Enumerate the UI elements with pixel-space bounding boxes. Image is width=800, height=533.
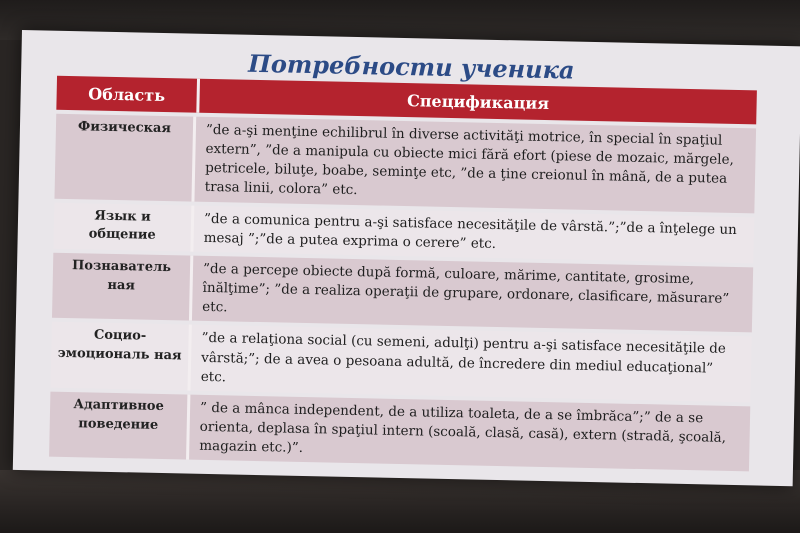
table-row [51, 322, 752, 402]
row-area: Физическая [54, 114, 196, 202]
table-row [54, 114, 756, 213]
table-row [49, 392, 750, 472]
header-area: Область [56, 76, 200, 113]
needs-table [49, 76, 757, 472]
row-area: Познаватель ная [52, 253, 193, 321]
row-spec: ”de a relaţiona social (cu semeni, adulţi) pentru a-şi satisface necesităţile de vârstă;”; de a avea o pesoana adultă, de încredere din mediul educaţional” etc. [200, 330, 727, 386]
row-spec: ”de a comunica pentru a-şi satisface necesităţile de vârstă.”;”de a înţelege un mesaj ”;”de a putea exprima o cerere” etc. [203, 210, 737, 252]
slide-title: Потребности ученика [247, 48, 575, 85]
row-spec: ” de a mânca independent, de a utiliza toaleta, de a se îmbrăca”;” de a se orienta, deplasa în spaţiul intern (scoală, clasă, casă), extern (stradă, şcoală, magazin etc.)”. [199, 399, 727, 457]
row-area: Адаптивное поведение [49, 392, 190, 460]
row-area: Язык и общение [53, 202, 194, 251]
projection-screen [13, 30, 800, 486]
row-spec: ”de a percepe obiecte după formă, culoare, mărime, cantitate, grosime, înălţime”; ”de a realiza operaţii de grupare, ordonare, clasificare, măsurare” etc. [202, 260, 730, 316]
header-spec: Спецификация [406, 90, 550, 113]
table-row [52, 253, 753, 333]
row-spec: ”de a-şi menţine echilibrul în diverse activităţi motrice, în special în spaţiul extern”, ”de a manipula cu obiecte mici fără efort (piese de mozaic, mărgele, petricele, biluţe, boabe, seminţe etc, ”de a ţine creionul în mână, de a putea trasa linii, colora” etc. [204, 121, 735, 199]
row-area: Социо-эмоциональ ная [51, 322, 192, 390]
